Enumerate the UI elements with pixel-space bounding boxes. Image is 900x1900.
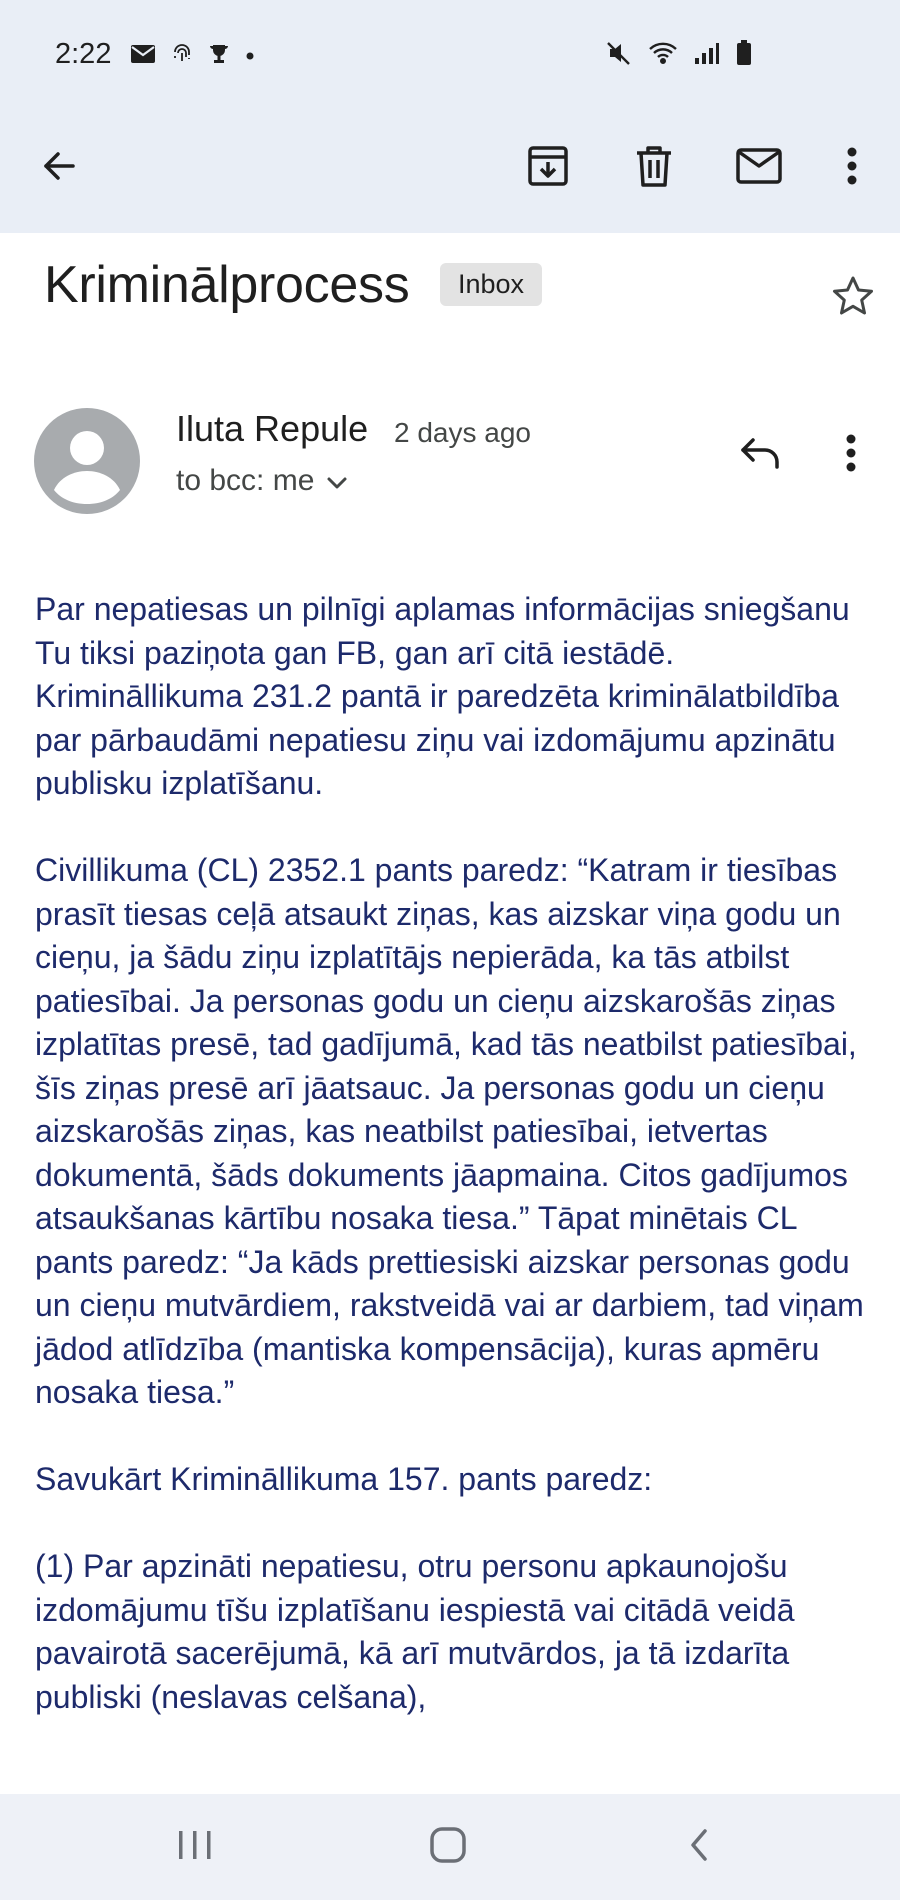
body-paragraph: (1) Par apzināti nepatiesu, otru personu apkaunojošu izdomājumu tīšu izplatīšanu iespiestā vai citādā veidā pavairotā sacerējumā, kā arī mutvārdos, ja tā izdarīta publiski (neslavas celšana), xyxy=(35,1548,795,1715)
system-nav-bar xyxy=(0,1794,900,1900)
body-paragraph: Par nepatiesas un pilnīgi aplamas informācijas sniegšanu Tu tiksi paziņota gan FB, gan arī citā iestādē. Krimināllikuma 231.2 pantā ir paredzēta kriminālatbildība par pārbaudāmi nepatiesu ziņu vai izdomājumu apzinātu publisku izplatīšanu. xyxy=(35,591,850,801)
delete-icon xyxy=(634,144,674,193)
avatar[interactable] xyxy=(34,408,140,514)
message-more-button[interactable] xyxy=(816,420,886,490)
back-icon xyxy=(687,1827,711,1868)
email-body xyxy=(35,588,875,1719)
trophy-icon xyxy=(209,43,229,70)
status-bar xyxy=(0,0,900,112)
arrow-back-icon xyxy=(39,146,79,191)
email-timestamp: 2 days ago xyxy=(394,417,531,448)
archive-button[interactable] xyxy=(516,136,580,200)
recent-apps-button[interactable] xyxy=(160,1816,230,1878)
back-button[interactable] xyxy=(27,136,91,200)
sender-name[interactable]: Iluta Repule xyxy=(176,408,369,449)
delete-button[interactable] xyxy=(622,136,686,200)
home-button[interactable] xyxy=(413,1816,483,1878)
wifi-icon xyxy=(648,41,678,70)
star-button[interactable] xyxy=(818,263,888,333)
mail-icon xyxy=(131,44,155,69)
body-paragraph: Savukārt Krimināllikuma 157. pants paredz: xyxy=(35,1461,653,1497)
reply-icon xyxy=(739,436,783,475)
more-vert-icon xyxy=(846,146,858,191)
chevron-down-icon xyxy=(326,464,348,498)
system-back-button[interactable] xyxy=(664,1816,734,1878)
email-subject: Kriminālprocess xyxy=(44,256,410,314)
status-time: 2:22 xyxy=(55,38,112,70)
label-chip[interactable]: Inbox xyxy=(440,263,542,306)
person-icon xyxy=(34,408,140,514)
more-vert-icon xyxy=(845,433,857,478)
archive-icon xyxy=(526,144,570,193)
status-left-icons xyxy=(131,43,255,70)
recipients-text: to bcc: me xyxy=(176,464,315,497)
battery-icon xyxy=(736,40,752,71)
mark-unread-button[interactable] xyxy=(727,136,791,200)
sender-header xyxy=(0,400,900,530)
signal-icon xyxy=(694,41,720,70)
recipients-toggle[interactable] xyxy=(176,464,348,498)
subject-row xyxy=(0,233,900,363)
home-icon xyxy=(428,1825,468,1870)
reply-button[interactable] xyxy=(726,420,796,490)
body-paragraph: Civillikuma (CL) 2352.1 pants paredz: “Katram ir tiesības prasīt tiesas ceļā atsaukt ziņas, kas aizskar viņa godu un cieņu, ja šādu ziņu izplatītājs nepierāda, ka tās atbilst patiesībai. Ja personas godu un cieņu aizskarošās ziņas izplatītas presē, tad gadījumā, kad tās neatbilst patiesībai, šīs ziņas presē arī jāatsauc. Ja personas godu un cieņu aizskarošās ziņas, kas neatbilst patiesībai, ietvertas dokumentā, šāds dokuments jāapmaina. Citos gadījumos atsaukšanas kārtību nosaka tiesa.” Tāpat minētais CL pants paredz: “Ja kāds prettiesiski aizskar personas godu un cieņu mutvārdiem, rakstveidā vai ar darbiem, tad viņam jādod atlīdzība (mantiska kompensācija), kuras apmēru nosaka tiesa.” xyxy=(35,852,864,1410)
recent-apps-icon xyxy=(177,1829,213,1866)
top-app-bar xyxy=(0,112,900,233)
dot-icon xyxy=(245,48,255,66)
mark-unread-icon xyxy=(735,147,783,190)
fingerprint-icon xyxy=(171,43,193,70)
more-options-button[interactable] xyxy=(820,136,884,200)
star-icon xyxy=(831,274,875,323)
status-right-icons xyxy=(606,40,752,71)
mute-icon xyxy=(606,40,632,71)
